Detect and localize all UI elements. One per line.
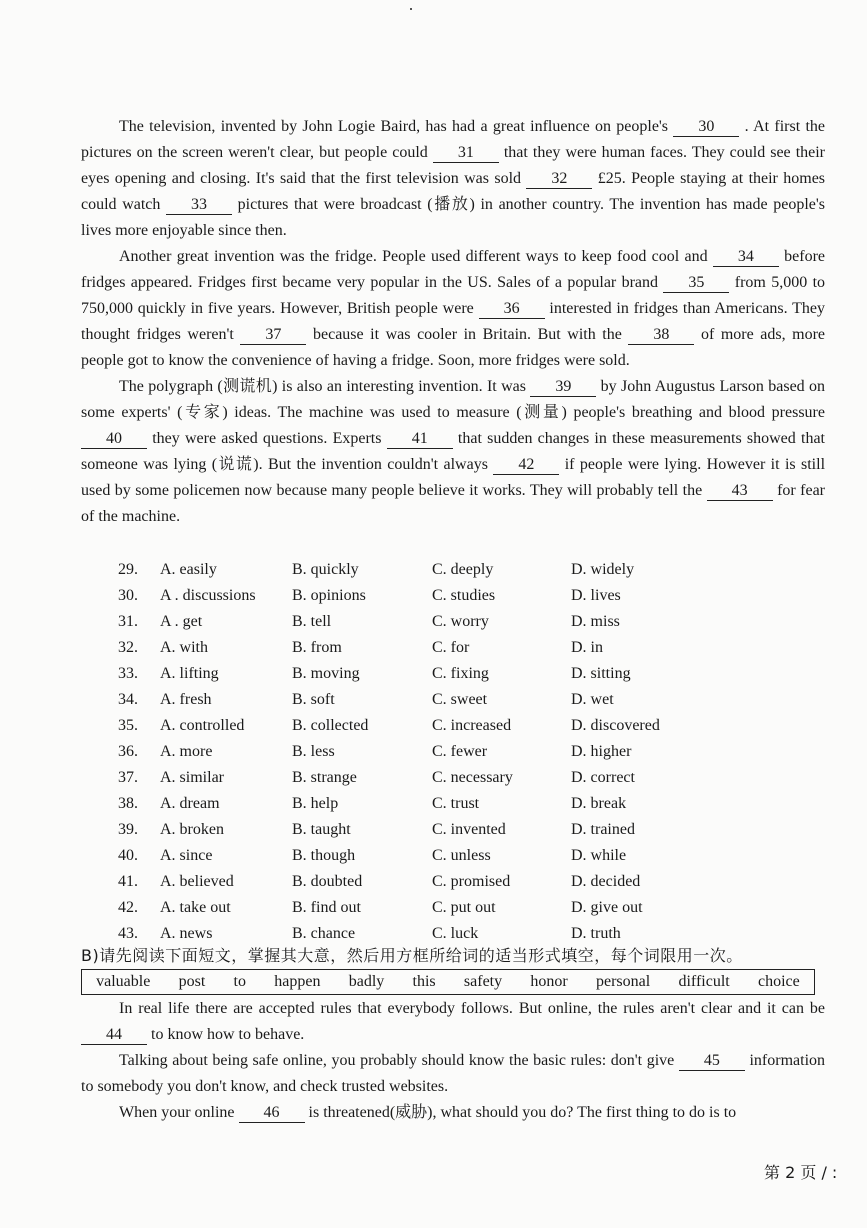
option-d[interactable]: D. correct [571,769,635,786]
passage-text: The television, invented by John Logie Baird, has had a great influence on people's [119,118,669,135]
option-row [118,739,691,765]
option-a[interactable]: A . get [160,613,203,630]
passage-text: of more ads, more people got to know the convenience of having a fridge. Soon, more fridges were sold. [81,326,826,369]
passage-b-paragraph-3 [81,1100,825,1126]
option-a[interactable]: A. dream [160,795,220,812]
option-a[interactable]: A. controlled [160,717,245,734]
answer-blank[interactable]: 35 [663,274,729,293]
option-row [118,557,691,583]
passage-a-paragraph-1 [81,114,825,244]
option-d[interactable]: D. lives [571,587,621,604]
answer-blank[interactable]: 40 [81,430,147,449]
option-row [118,817,691,843]
question-number: 36. [118,743,138,760]
option-c[interactable]: C. studies [432,587,496,604]
option-b[interactable]: B. quickly [292,561,359,578]
passage-text: Another great invention was the fridge. People used different ways to keep food cool and [119,248,708,265]
passage-text: they were asked questions. Experts [152,430,382,447]
option-c[interactable]: C. for [432,639,470,656]
option-a[interactable]: A . discussions [160,587,256,604]
option-d[interactable]: D. truth [571,925,621,942]
option-d[interactable]: D. discovered [571,717,660,734]
option-a[interactable]: A. fresh [160,691,212,708]
word-bank-item: safety [463,973,503,990]
page-number: 第 2 页 / : [764,1163,838,1182]
option-b[interactable]: B. chance [292,925,356,942]
option-a[interactable]: A. broken [160,821,224,838]
word-bank-item: this [412,973,436,990]
option-d[interactable]: D. wet [571,691,614,708]
passage-text: if people were lying. However it is still used by some policemen now because many people believe it works. They will probably tell the [81,456,826,499]
passage-text: before fridges appeared. Fridges first became very popular in the US. Sales of a popular brand [81,248,825,291]
passage-text: that sudden changes in these measurements showed that someone was lying (说谎). But the invention couldn't always [81,430,825,473]
option-row [118,791,691,817]
option-a[interactable]: A. news [160,925,213,942]
word-bank-item: happen [274,973,321,990]
passage-text: Talking about being safe online, you probably should know the basic rules: don't give [119,1052,675,1069]
option-d[interactable]: D. decided [571,873,641,890]
question-number: 38. [118,795,138,812]
answer-blank[interactable]: 42 [493,456,559,475]
option-c[interactable]: C. increased [432,717,512,734]
word-bank-item: difficult [678,973,730,990]
option-row [118,609,691,635]
question-number: 32. [118,639,138,656]
option-row [118,895,691,921]
option-a[interactable]: A. with [160,639,208,656]
passage-text: interested in fridges than Americans. They thought fridges weren't [81,300,826,343]
answer-blank[interactable]: 30 [673,118,739,137]
answer-blank[interactable]: 31 [433,144,499,163]
option-c[interactable]: C. worry [432,613,489,630]
option-c[interactable]: C. deeply [432,561,494,578]
passage-a [81,114,825,530]
option-b[interactable]: B. tell [292,613,332,630]
passage-text: In real life there are accepted rules that everybody follows. But online, the rules aren't clear and it can be [119,1000,825,1017]
passage-text: information to somebody you don't know, and check trusted websites. [81,1052,826,1095]
option-row [118,869,691,895]
word-bank-item: personal [595,973,651,990]
option-b[interactable]: B. find out [292,899,361,916]
passage-text: £25. People staying at their homes could watch [81,170,826,213]
question-number: 33. [118,665,138,682]
option-d[interactable]: D. higher [571,743,632,760]
section-b-instruction: B)请先阅读下面短文，掌握其大意，然后用方框所给词的适当形式填空，每个词限用一次。 [81,946,743,965]
option-b[interactable]: B. opinions [292,587,366,604]
option-d[interactable]: D. while [571,847,627,864]
passage-text: When your online [119,1104,235,1121]
option-b[interactable]: B. collected [292,717,369,734]
answer-blank[interactable]: 38 [628,326,694,345]
option-c[interactable]: C. put out [432,899,496,916]
option-row [118,765,691,791]
passage-text: pictures that were broadcast (播放) in another country. The invention has made people's lives more enjoyable since then. [81,196,825,239]
option-d[interactable]: D. trained [571,821,635,838]
word-bank-item: post [178,973,206,990]
answer-blank[interactable]: 45 [679,1052,745,1071]
option-a[interactable]: A. believed [160,873,234,890]
option-row [118,661,691,687]
option-c[interactable]: C. trust [432,795,480,812]
option-c[interactable]: C. necessary [432,769,513,786]
passage-text: from 5,000 to 750,000 quickly in five years. However, British people were [81,274,826,317]
option-b[interactable]: B. doubted [292,873,363,890]
passage-b-paragraph-2 [81,1048,825,1100]
word-bank-item: honor [530,973,568,990]
passage-text: that they were human faces. They could see their eyes opening and closing. It's said that the first television was sold [81,144,826,187]
word-bank-item: badly [348,973,385,990]
option-b[interactable]: B. soft [292,691,335,708]
question-number: 37. [118,769,138,786]
option-b[interactable]: B. taught [292,821,351,838]
option-row [118,687,691,713]
option-b[interactable]: B. less [292,743,335,760]
word-bank-item: valuable [96,973,151,990]
scan-speck [410,8,412,10]
option-d[interactable]: D. miss [571,613,620,630]
passage-text: because it was cooler in Britain. But with the [312,326,622,343]
answer-blank[interactable]: 44 [81,1026,147,1045]
option-a[interactable]: A. similar [160,769,224,786]
option-row [118,713,691,739]
question-number: 35. [118,717,138,734]
passage-b-paragraph-1 [81,996,825,1048]
option-b[interactable]: B. moving [292,665,360,682]
answer-blank[interactable]: 41 [387,430,453,449]
question-number: 34. [118,691,138,708]
question-number: 29. [118,561,138,578]
option-c[interactable]: C. fixing [432,665,489,682]
question-number: 43. [118,925,138,942]
question-number: 41. [118,873,138,890]
question-number: 42. [118,899,138,916]
question-number: 39. [118,821,138,838]
passage-a-paragraph-3 [81,374,825,530]
option-a[interactable]: A. since [160,847,213,864]
option-a[interactable]: A. take out [160,899,231,916]
option-d[interactable]: D. sitting [571,665,631,682]
option-d[interactable]: D. in [571,639,603,656]
word-bank-item: choice [757,973,800,990]
answer-blank[interactable]: 34 [713,248,779,267]
answer-blank[interactable]: 37 [240,326,306,345]
passage-text: . At first the pictures on the screen weren't clear, but people could [81,118,826,161]
option-a[interactable]: A. easily [160,561,217,578]
question-number: 40. [118,847,138,864]
question-number: 31. [118,613,138,630]
option-d[interactable]: D. give out [571,899,643,916]
answer-blank[interactable]: 33 [166,196,232,215]
answer-blank[interactable]: 32 [526,170,592,189]
passage-b [81,996,825,1126]
option-b[interactable]: B. from [292,639,342,656]
question-number: 30. [118,587,138,604]
option-d[interactable]: D. widely [571,561,635,578]
option-row [118,843,691,869]
option-c[interactable]: C. invented [432,821,506,838]
option-c[interactable]: C. promised [432,873,511,890]
passage-text: is threatened(威胁), what should you do? The first thing to do is to [308,1104,737,1121]
option-c[interactable]: C. sweet [432,691,488,708]
passage-text: for fear of the machine. [81,482,826,525]
passage-a-paragraph-2 [81,244,825,374]
word-bank-box [81,969,815,995]
answer-blank[interactable]: 43 [707,482,773,501]
option-a[interactable]: A. more [160,743,213,760]
option-row [118,635,691,661]
answer-blank[interactable]: 36 [479,300,545,319]
option-d[interactable]: D. break [571,795,627,812]
options-list [118,557,691,947]
word-bank-item: to [233,973,246,990]
answer-blank[interactable]: 39 [530,378,596,397]
option-c[interactable]: C. fewer [432,743,488,760]
passage-text: The polygraph (测谎机) is also an interesting invention. It was [119,378,526,395]
option-row [118,583,691,609]
option-b[interactable]: B. strange [292,769,357,786]
option-b[interactable]: B. help [292,795,339,812]
option-c[interactable]: C. luck [432,925,479,942]
passage-text: by John Augustus Larson based on some experts' (专家) ideas. The machine was used to measure (测量) people's breathing and blood pressure [81,378,826,421]
option-a[interactable]: A. lifting [160,665,219,682]
option-c[interactable]: C. unless [432,847,491,864]
answer-blank[interactable]: 46 [239,1104,305,1123]
passage-text: to know how to behave. [151,1026,305,1043]
option-b[interactable]: B. though [292,847,356,864]
